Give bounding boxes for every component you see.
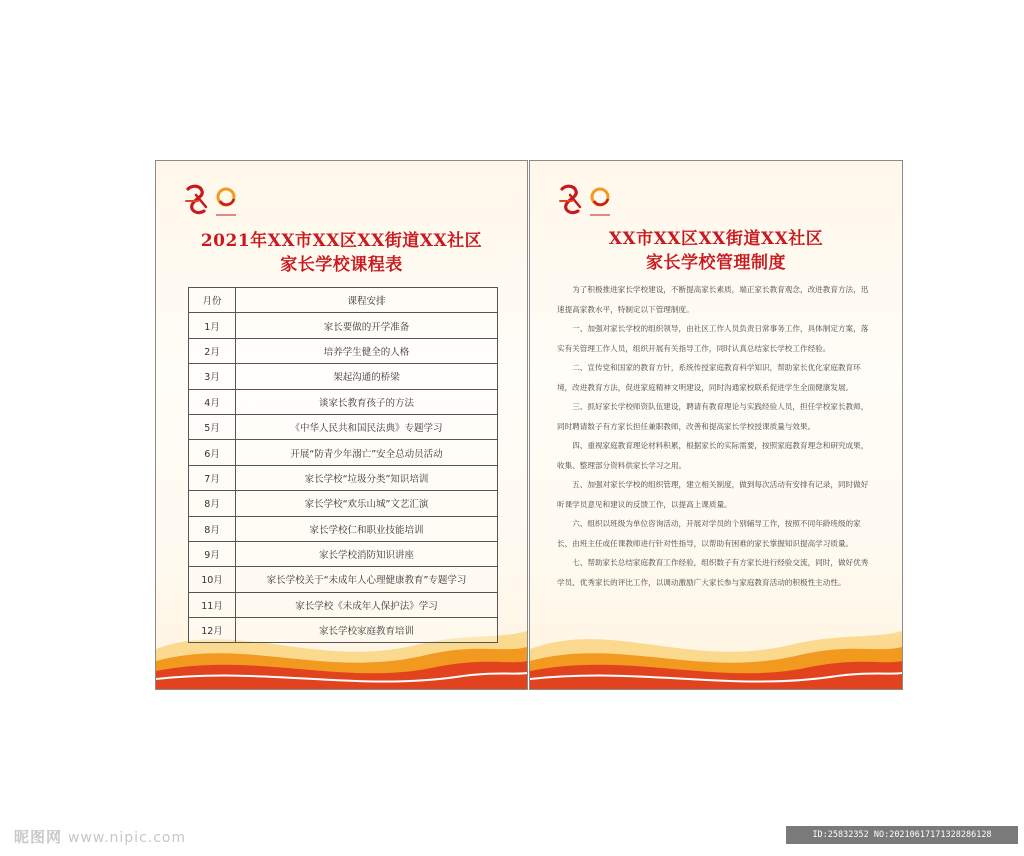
watermark-logo (14, 826, 186, 847)
month-cell: 2月 (189, 338, 236, 363)
rules-paragraph: 一、加强对家长学校的组织领导，由社区工作人员负责日常事务工作，具体制定方案，落实有关管理工作人员，组织开展有关指导工作，同时认真总结家长学校工作经验。 (557, 324, 869, 353)
month-cell: 8月 (189, 491, 236, 516)
education-logo-icon (182, 181, 242, 221)
rules-paragraph: 三、抓好家长学校师资队伍建设，聘请有教育理论与实践经验人员，担任学校家长教师，同时聘请数子有方家长担任兼职教师，改善和提高家长学校授课质量与效果。 (557, 402, 869, 431)
table-row (189, 465, 498, 490)
table-row (189, 592, 498, 617)
rules-paragraph: 为了积极推进家长学校建设，不断提高家长素质，端正家长教育观念，改进教育方法，迅速提高家教水平，特制定以下管理制度。 (557, 285, 869, 314)
month-cell: 12月 (189, 618, 236, 643)
month-cell: 1月 (189, 313, 236, 338)
management-rules-board (529, 160, 903, 690)
table-row (189, 414, 498, 439)
course-cell: 家长学校消防知识讲座 (236, 541, 498, 566)
table-row (189, 541, 498, 566)
month-column-header: 月份 (189, 288, 236, 313)
course-cell: 家长学校家庭教育培训 (236, 618, 498, 643)
table-row (189, 618, 498, 643)
course-cell: 培养学生健全的人格 (236, 338, 498, 363)
table-row (189, 389, 498, 414)
month-cell: 7月 (189, 465, 236, 490)
month-cell: 8月 (189, 516, 236, 541)
table-row (189, 567, 498, 592)
table-row (189, 313, 498, 338)
watermark-brand: 昵图网 (14, 828, 63, 846)
month-cell: 4月 (189, 389, 236, 414)
table-row (189, 338, 498, 363)
table-row (189, 440, 498, 465)
course-schedule-board (155, 160, 528, 690)
table-row (189, 364, 498, 389)
decorative-wave (530, 609, 902, 689)
rules-paragraph: 七、帮助家长总结家庭教育工作经验，组织数子有方家长进行经验交流，同时，做好优秀学员、优秀家长的评比工作，以调动激励广大家长参与家庭教育活动的积极性主动性。 (557, 558, 869, 587)
watermark-id: ID:25832352 NO:20210617171328286128 (786, 826, 1018, 844)
schedule-title (156, 229, 527, 277)
course-cell: 家长学校仁和职业技能培训 (236, 516, 498, 541)
month-cell: 3月 (189, 364, 236, 389)
rules-paragraph: 六、组织以班级为单位咨询活动，开展对学员的个别辅导工作，按照不同年龄班级的家长，由班主任或任课教师进行针对性指导，以帮助有困难的家长掌握知识提高学习质量。 (557, 519, 861, 548)
schedule-header-row (189, 288, 498, 313)
course-cell: 家长学校关于“未成年人心理健康教育”专题学习 (236, 567, 498, 592)
schedule-table (188, 287, 498, 643)
schedule-title-line2: 家长学校课程表 (280, 255, 403, 275)
rules-title (530, 227, 902, 275)
schedule-title-line1: 2021年XX市XX区XX街道XX社区 (200, 231, 483, 251)
course-cell: 谈家长教育孩子的方法 (236, 389, 498, 414)
rules-paragraph: 四、重视家庭教育理论材料积累，根据家长的实际需要，按照家庭教育理念和研究成果，收集、整理部分资料供家长学习之用。 (557, 441, 869, 470)
course-cell: 《中华人民共和国民法典》专题学习 (236, 414, 498, 439)
course-cell: 架起沟通的桥梁 (236, 364, 498, 389)
course-cell: 家长学校“垃圾分类”知识培训 (236, 465, 498, 490)
rules-paragraph: 二、宣传党和国家的教育方针，系统传授家庭教育科学知识，帮助家长优化家庭教育环境，改进教育方法，促进家庭精神文明建设，同时沟通家校联系促进学生全面健康发展。 (557, 363, 861, 392)
table-row (189, 516, 498, 541)
month-cell: 5月 (189, 414, 236, 439)
course-cell: 开展“防青少年溺亡”安全总动员活动 (236, 440, 498, 465)
course-cell: 家长学校《未成年人保护法》学习 (236, 592, 498, 617)
month-cell: 11月 (189, 592, 236, 617)
month-cell: 9月 (189, 541, 236, 566)
course-column-header: 课程安排 (236, 288, 498, 313)
rules-body (557, 280, 873, 592)
course-cell: 家长要做的开学准备 (236, 313, 498, 338)
course-cell: 家长学校“欢乐山城”文艺汇演 (236, 491, 498, 516)
rules-title-line2: 家长学校管理制度 (646, 253, 786, 273)
education-logo-icon (556, 181, 616, 221)
rules-title-line1: XX市XX区XX街道XX社区 (608, 229, 824, 249)
month-cell: 10月 (189, 567, 236, 592)
table-row (189, 491, 498, 516)
rules-paragraph: 五、加强对家长学校的组织管理，建立相关制度，做到每次活动有安排有记录，同时做好听课学员意见和建议的反馈工作，以提高上课质量。 (557, 480, 869, 509)
month-cell: 6月 (189, 440, 236, 465)
watermark-site: www.nipic.com (68, 830, 187, 846)
